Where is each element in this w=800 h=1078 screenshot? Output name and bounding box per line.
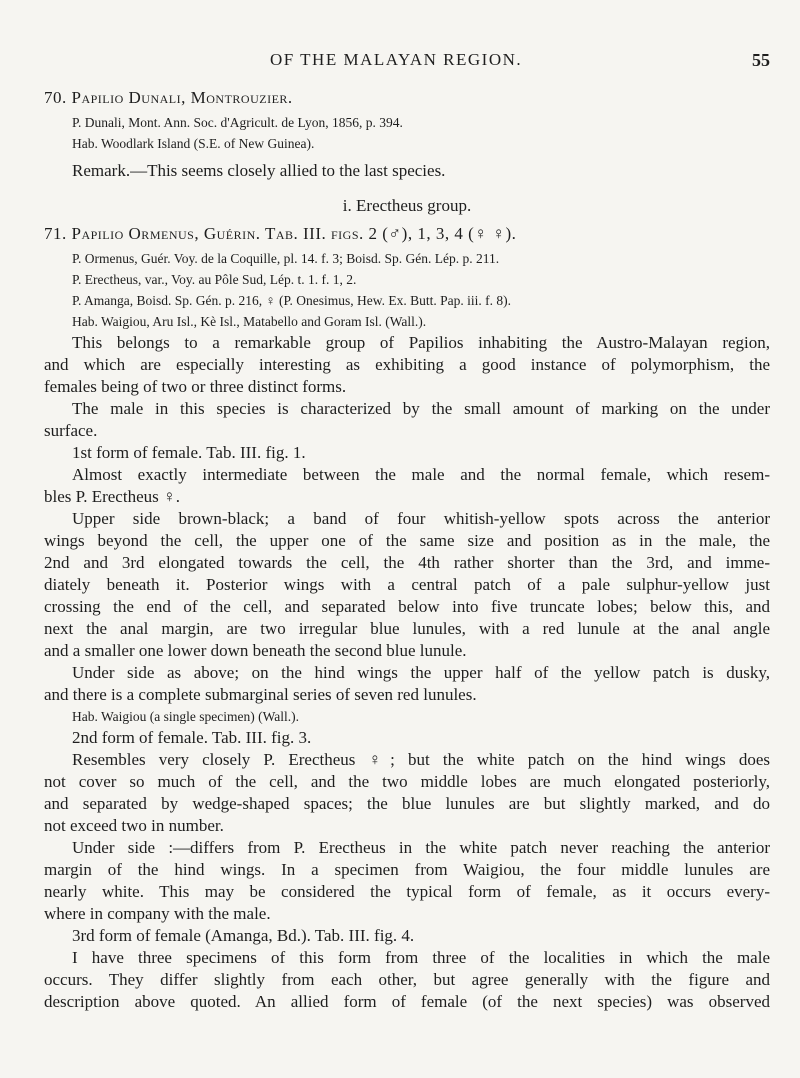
form-heading: 3rd form of female (Amanga, Bd.). Tab. III. fig. 4.	[72, 926, 415, 945]
body-line: not exceed two in number.	[44, 816, 224, 835]
body-line: occurs. They differ slightly from each other, but agree generally with the figure and	[44, 970, 770, 989]
species-heading-70: 70. Papilio Dunali, Montrouzier.	[44, 88, 293, 107]
habitat-line: Hab. Woodlark Island (S.E. of New Guinea).	[72, 136, 315, 151]
synonym-citation: P. Amanga, Boisd. Sp. Gén. p. 216, ♀ (P. Onesimus, Hew. Ex. Butt. Pap. iii. f. 8).	[72, 293, 512, 308]
body-line: This belongs to a remarkable group of Papilios inhabiting the Austro-Malayan region,	[72, 333, 770, 352]
running-header	[270, 50, 770, 74]
body-line: Resembles very closely P. Erectheus ♀; but the white patch on the hind wings does	[72, 750, 770, 769]
body-line: next the anal margin, are two irregular blue lunules, with a red lunule at the anal angle	[44, 619, 770, 638]
body-line: Almost exactly intermediate between the male and the normal female, which resem-	[72, 465, 770, 484]
form-heading: 1st form of female. Tab. III. fig. 1.	[72, 443, 306, 462]
body-line: 2nd and 3rd elongated towards the cell, the 4th rather shorter than the 3rd, and imme-	[44, 553, 770, 572]
synonym-citation: P. Erectheus, var., Voy. au Pôle Sud, Lép. t. 1. f. 1, 2.	[72, 272, 357, 287]
body-line: wings beyond the cell, the upper one of the same size and position as in the male, the	[44, 531, 770, 550]
form-heading: 2nd form of female. Tab. III. fig. 3.	[72, 728, 312, 747]
page-body	[44, 84, 770, 1013]
body-line: and separated by wedge-shaped spaces; the blue lunules are but slightly marked, and do	[44, 794, 770, 813]
body-line: bles P. Erectheus ♀.	[44, 487, 180, 506]
body-line: crossing the end of the cell, and separated below into five truncate lobes; below this, and	[44, 597, 770, 616]
body-line: and a smaller one lower down beneath the second blue lunule.	[44, 641, 467, 660]
body-line: where in company with the male.	[44, 904, 271, 923]
synonym-citation: P. Dunali, Mont. Ann. Soc. d'Agricult. de Lyon, 1856, p. 394.	[72, 115, 403, 130]
synonym-citation: P. Ormenus, Guér. Voy. de la Coquille, pl. 14. f. 3; Boisd. Sp. Gén. Lép. p. 211.	[72, 251, 500, 266]
body-line: not cover so much of the cell, and the two middle lobes are much elongated posteriorly,	[44, 772, 770, 791]
group-heading: i. Erectheus group.	[342, 196, 472, 215]
body-line: and which are especially interesting as exhibiting a good instance of polymorphism, the	[44, 355, 770, 374]
body-line: description above quoted. An allied form of female (of the next species) was observed	[44, 992, 770, 1011]
body-line: Under side :—differs from P. Erectheus in the white patch never reaching the anterior	[72, 838, 770, 857]
habitat-line: Hab. Waigiou (a single specimen) (Wall.).	[72, 709, 300, 724]
page-number: 55	[752, 50, 770, 70]
body-line: diately beneath it. Posterior wings with a central patch of a pale sulphur-yellow just	[44, 575, 770, 594]
body-line: nearly white. This may be considered the typical form of female, as it occurs every-	[44, 882, 770, 901]
body-line: surface.	[44, 421, 98, 440]
habitat-line: Hab. Waigiou, Aru Isl., Kè Isl., Matabello and Goram Isl. (Wall.).	[72, 314, 427, 329]
body-line: Upper side brown-black; a band of four whitish-yellow spots across the anterior	[72, 509, 770, 528]
body-line: margin of the hind wings. In a specimen from Waigiou, the four middle lunules are	[44, 860, 770, 879]
body-line: females being of two or three distinct forms.	[44, 377, 347, 396]
body-line: and there is a complete submarginal series of seven red lunules.	[44, 685, 477, 704]
running-title: OF THE MALAYAN REGION.	[270, 50, 523, 69]
body-line: I have three specimens of this form from three of the localities in which the male	[72, 948, 770, 967]
body-line: The male in this species is characterized by the small amount of marking on the under	[72, 399, 770, 418]
body-line: Under side as above; on the hind wings the upper half of the yellow patch is dusky,	[72, 663, 770, 682]
species-heading-71: 71. Papilio Ormenus, Guérin. Tab. III. figs. 2 (♂), 1, 3, 4 (♀ ♀).	[44, 224, 517, 243]
remark-line: Remark.—This seems closely allied to the last species.	[72, 161, 446, 180]
